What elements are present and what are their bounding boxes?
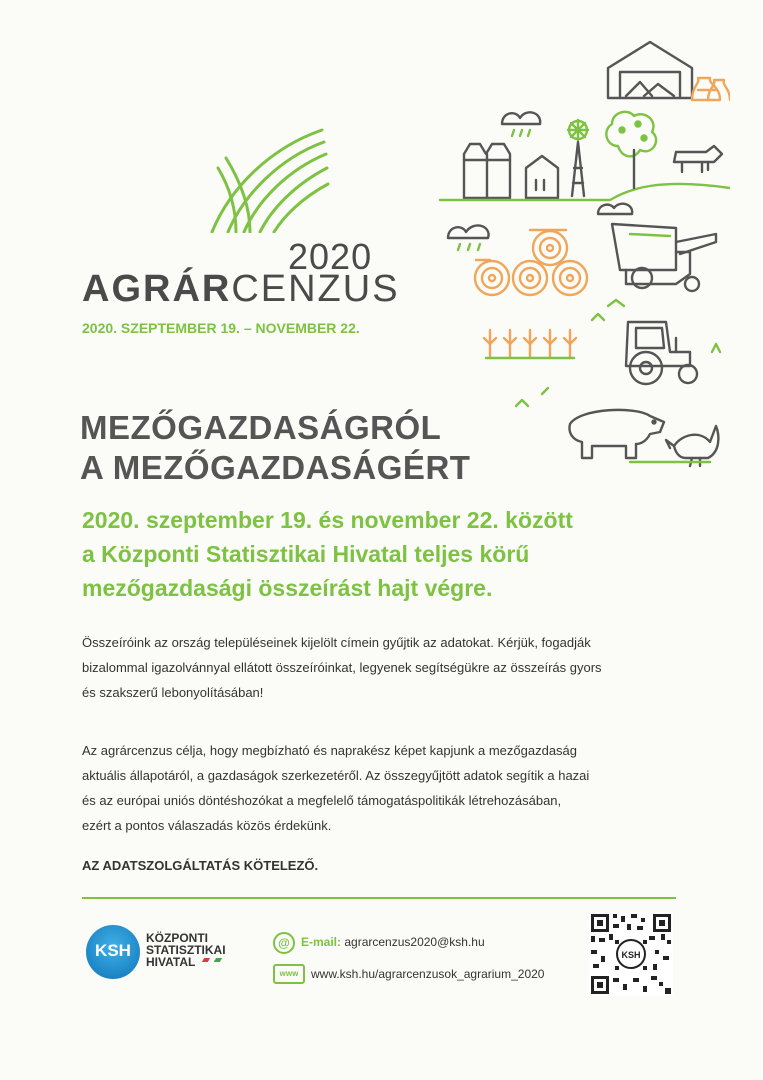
agrarcenzus-logo-arcs xyxy=(210,128,330,233)
logo-year: 2020 xyxy=(288,236,373,277)
ksh-name-line3: HIVATAL xyxy=(146,955,196,969)
paragraph1-line2: bizalommal igazolvánnyal ellátott összeíróinkat, legyenek segítségükre az összeírás gyors xyxy=(82,660,602,675)
farm-illustration xyxy=(430,38,730,468)
qr-badge-text: KSH xyxy=(621,950,641,960)
tree-icon xyxy=(606,112,656,188)
email-address[interactable]: agrarcenzus2020@ksh.hu xyxy=(344,935,485,949)
subheadline xyxy=(82,503,573,605)
pig-icon xyxy=(570,410,665,458)
ksh-name-line1: KÖZPONTI xyxy=(146,931,208,945)
email-icon: @ xyxy=(273,932,295,954)
tractor-icon xyxy=(626,322,697,384)
ksh-name xyxy=(146,932,226,968)
grain-sacks-icon xyxy=(692,78,730,100)
mandatory-notice: AZ ADATSZOLGÁLTATÁS KÖTELEZŐ. xyxy=(82,858,319,873)
subhead-line3: mezőgazdasági összeírást hajt végre. xyxy=(82,575,493,601)
qr-code-icon[interactable] xyxy=(589,912,673,996)
email-label: E-mail: xyxy=(301,935,342,949)
email-contact[interactable] xyxy=(301,935,485,949)
hungarian-flag-icon xyxy=(202,958,222,962)
paragraph2-line4: ezért a pontos válaszadás közös érdekünk. xyxy=(82,818,332,833)
headline-line1: MEZŐGAZDASÁGRÓL xyxy=(80,409,442,446)
combine-harvester-icon xyxy=(612,224,716,291)
ksh-logo xyxy=(86,925,140,979)
paragraph1-line3: és szakszerű lebonyolításában! xyxy=(82,685,264,700)
cloud-icon xyxy=(448,112,632,238)
silo-icon xyxy=(464,144,510,198)
crops-icon xyxy=(484,330,576,358)
paragraph1-line1: Összeíróink az ország településeinek kijelölt címein gyűjtik az adatokat. Kérjük, fogadják xyxy=(82,635,591,650)
www-icon: www xyxy=(273,964,305,984)
logo-brand xyxy=(82,268,400,311)
headline xyxy=(80,408,470,488)
paragraph2-line3: és az európai uniós döntéshozókat a megfelelő támogatáspolitikák létrehozásában, xyxy=(82,793,562,808)
house-icon xyxy=(526,156,558,198)
logo-dates: 2020. SZEPTEMBER 19. – NOVEMBER 22. xyxy=(82,320,360,336)
hen-icon xyxy=(666,426,718,466)
website-link[interactable]: www.ksh.hu/agrarcenzusok_agrarium_2020 xyxy=(311,967,545,981)
ksh-name-line2: STATISZTIKAI xyxy=(146,943,226,957)
windmill-icon xyxy=(568,120,588,196)
paragraph-collectors xyxy=(82,630,602,705)
paragraph2-line2: aktuális állapotáról, a gazdaságok szerkezetéről. Az összegyűjtött adatok segítik a hazai xyxy=(82,768,590,783)
logo-brand-part2: CENZUS xyxy=(231,268,400,310)
cow-icon xyxy=(674,146,722,172)
headline-line2: A MEZŐGAZDASÁGÉRT xyxy=(80,449,471,486)
subhead-line2: a Központi Statisztikai Hivatal teljes körű xyxy=(82,541,530,567)
paragraph2-line1: Az agrárcenzus célja, hogy megbízható és naprakész képet kapjunk a mezőgazdaság xyxy=(82,743,578,758)
logo-brand-part1: AGRÁR xyxy=(82,268,232,310)
ksh-logo-text: KSH xyxy=(95,941,131,960)
footer-divider xyxy=(82,897,676,899)
hay-bales-icon xyxy=(475,230,587,295)
paragraph-purpose xyxy=(82,738,589,838)
subhead-line1: 2020. szeptember 19. és november 22. között xyxy=(82,507,573,533)
